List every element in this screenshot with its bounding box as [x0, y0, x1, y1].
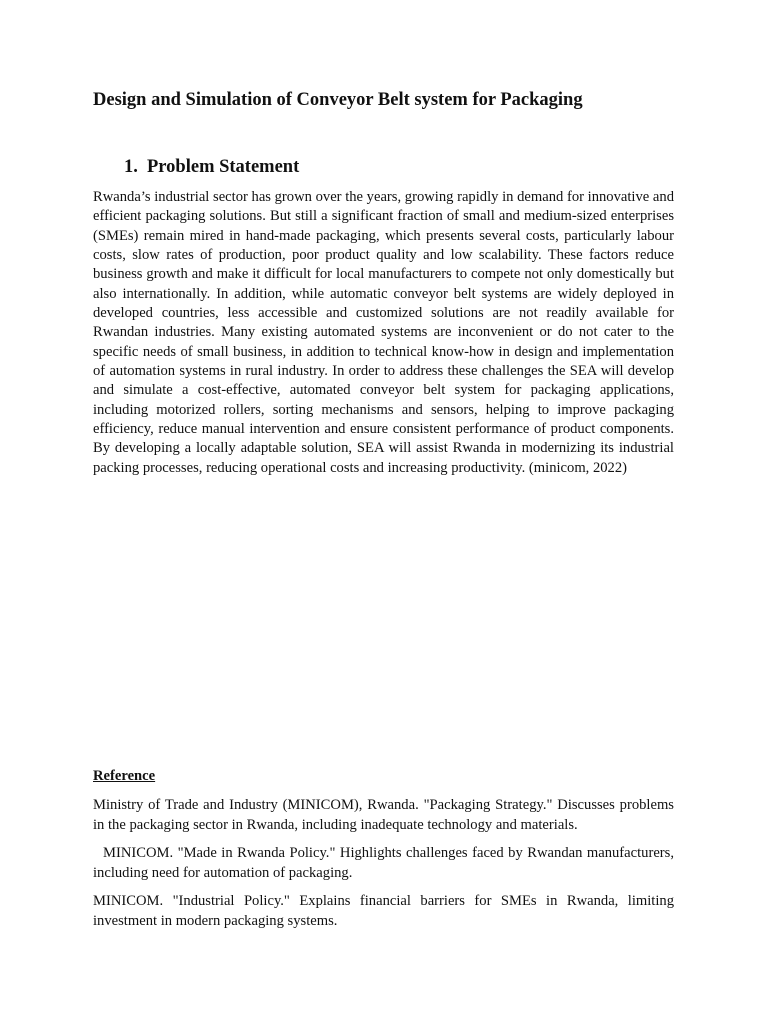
document-title: Design and Simulation of Conveyor Belt system for Packaging: [93, 90, 583, 110]
reference-item-1: Ministry of Trade and Industry (MINICOM), Rwanda. "Packaging Strategy." Discusses problems in the packaging sector in Rwanda, including inadequate technology and materials.: [93, 797, 674, 833]
reference-item-3: MINICOM. "Industrial Policy." Explains financial barriers for SMEs in Rwanda, limiting investment in modern packaging systems.: [93, 893, 674, 929]
reference-item-2: MINICOM. "Made in Rwanda Policy." Highlights challenges faced by Rwandan manufacturers, including need for automation of packaging.: [93, 845, 674, 881]
section-number: 1.: [124, 157, 138, 177]
section-heading-text: Problem Statement: [147, 157, 300, 177]
reference-heading: Reference: [93, 768, 156, 784]
problem-statement-paragraph: Rwanda’s industrial sector has grown over the years, growing rapidly in demand for innovative and efficient packaging solutions. But still a significant fraction of small and medium-sized enterprises (SMEs) remain mired in hand-made packaging, which presents several costs, particularly labour costs, slow rates of production, poor product quality and low scalability. These factors reduce business growth and make it difficult for local manufacturers to compete not only domestically but also internationally. In addition, while automatic conveyor belt systems are widely deployed in developed countries, less accessible and customized solutions are not readily available for Rwandan industries. Many existing automated systems are inconvenient or do not cater to the specific needs of small business, in addition to technical know-how in design and implementation of automation systems in rural industry. In order to address these challenges the SEA will develop and simulate a cost-effective, automated conveyor belt system for packaging applications, including motorized rollers, sorting mechanisms and sensors, helping to improve packaging efficiency, reduce manual intervention and ensure consistent performance of product components. By developing a locally adaptable solution, SEA will assist Rwanda in modernizing its industrial packing processes, reducing operational costs and increasing productivity. (minicom, 2022): [93, 189, 674, 476]
section-heading: [124, 155, 299, 179]
